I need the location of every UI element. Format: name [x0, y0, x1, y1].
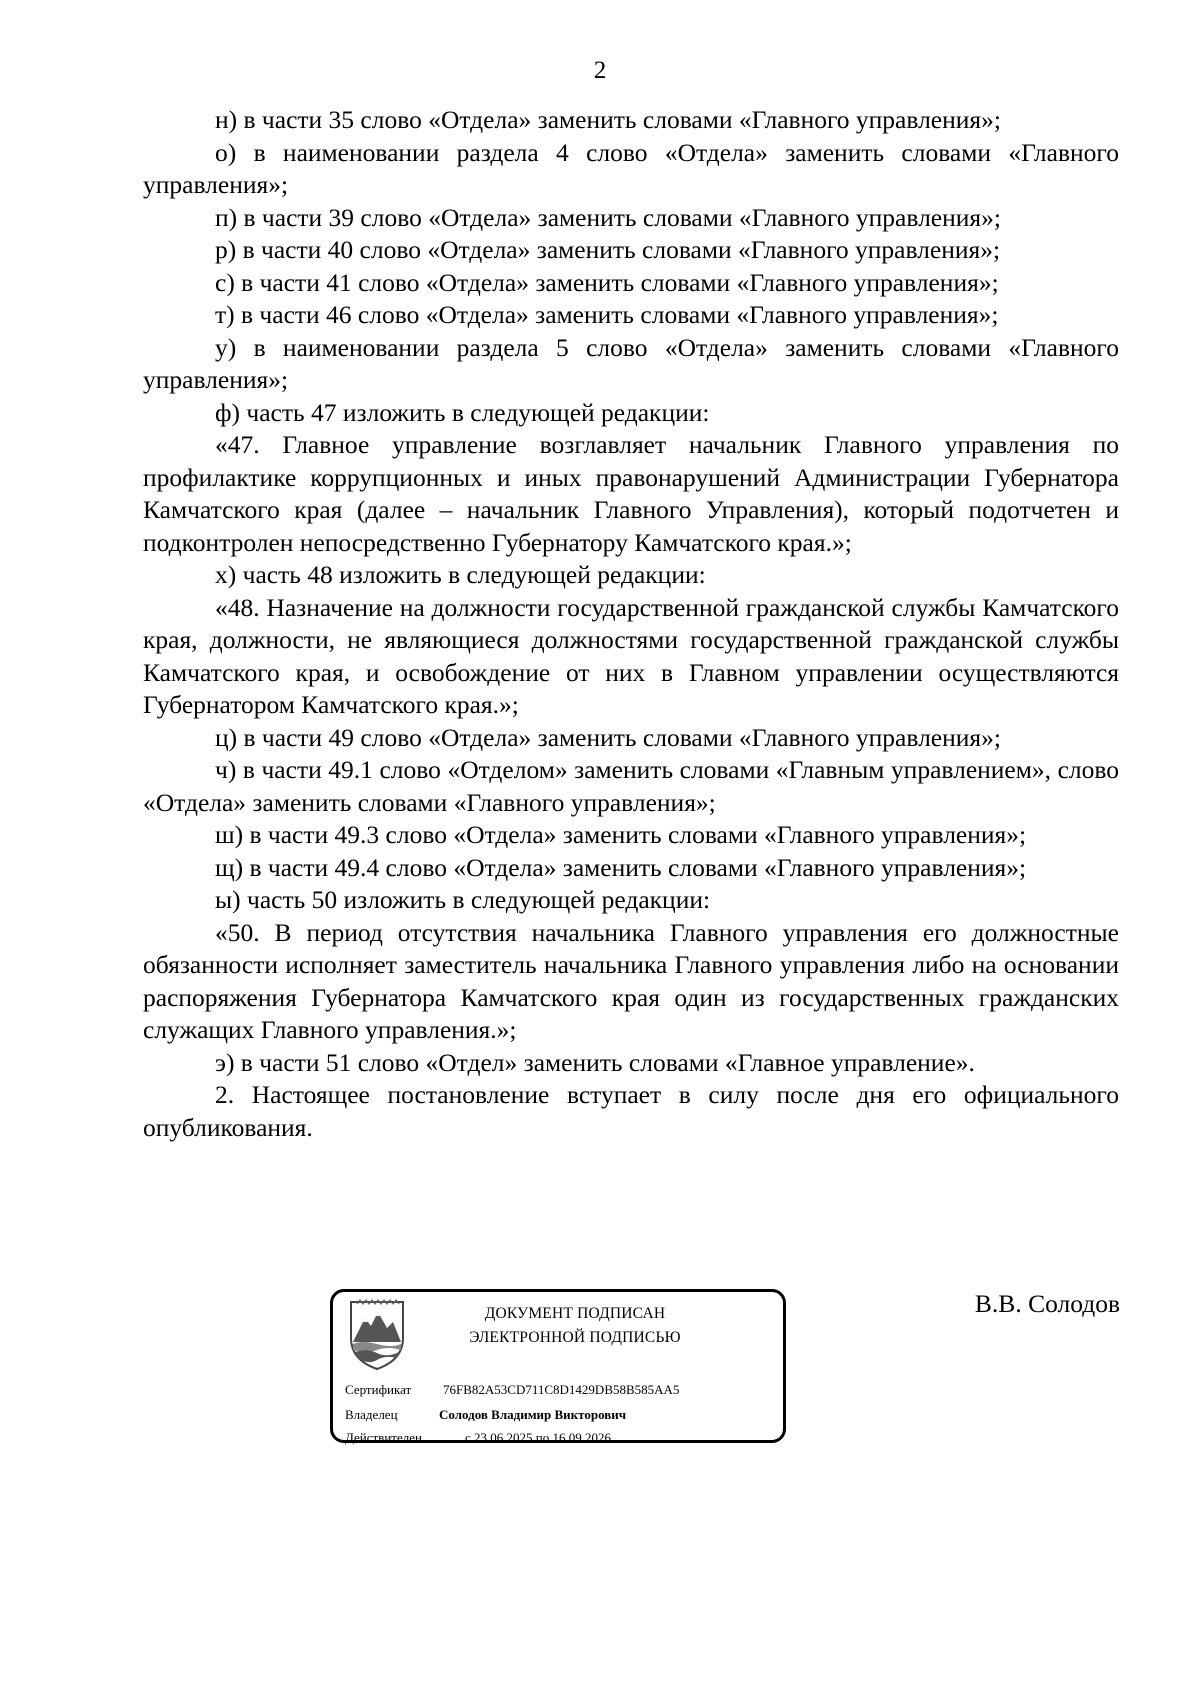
paragraph-2: 2. Настоящее постановление вступает в силу после дня его официального опубликования. [143, 1080, 1119, 1142]
paragraph-y: ы) часть 50 изложить в следующей редакции: [215, 885, 711, 914]
certificate-value: 76FB82A53CD711C8D1429DB58B585AA5 [443, 1382, 680, 1397]
certificate-label: Сертификат [345, 1382, 412, 1397]
owner-label: Владелец [345, 1407, 398, 1422]
paragraph-shch: щ) в части 49.4 слово «Отдела» заменить словами «Главного управления»; [215, 852, 1027, 882]
owner-value: Солодов Владимир Викторович [439, 1407, 627, 1422]
paragraph-e: э) в части 51 слово «Отдел» заменить словами «Главное управление». [215, 1047, 975, 1077]
validity-label: Действителен [345, 1430, 422, 1445]
paragraph-50: «50. В период отсутствия начальника Главного управления его должностные обязанности исполняет заместитель начальника Главного управления либо на основании распоряжения Губернатора Камчатского края один из государственных гражданских служащих Главного управления.»; [143, 917, 1119, 1044]
stamp-title-line-2: ЭЛЕКТРОННОЙ ПОДПИСЬЮ [469, 1329, 681, 1346]
paragraph-48: «48. Назначение на должности государственной гражданской службы Камчатского края, должности, не являющиеся должностями государственной гражданской службы Камчатского края, и освобождение от них в Главном управлении осуществляются Губернатором Камчатского края.»; [143, 592, 1119, 719]
stamp-title-line-1: ДОКУМЕНТ ПОДПИСАН [484, 1305, 666, 1322]
paragraph-t: т) в части 46 слово «Отдела» заменить словами «Главного управления»; [215, 300, 999, 329]
validity-value: с 23.06.2025 по 16.09.2026 [465, 1430, 611, 1445]
signer-name: В.В. Солодов [974, 1289, 1120, 1318]
paragraph-47: «47. Главное управление возглавляет начальник Главного управления по профилактике коррупционных и иных правонарушений Администрации Губернатора Камчатского края (далее – начальник Главного Управления), который подотчетен и подконтролен непосредственно Губернатору Камчатского края.»; [143, 430, 1119, 557]
stamp-title [425, 1302, 725, 1350]
paragraph-f: ф) часть 47 изложить в следующей редакции: [215, 397, 710, 427]
validity-row [345, 1430, 611, 1446]
kamchatka-coat-of-arms-icon [347, 1298, 407, 1372]
certificate-row [345, 1382, 679, 1398]
owner-row [345, 1407, 626, 1423]
paragraph-ts: ц) в части 49 слово «Отдела» заменить словами «Главного управления»; [215, 722, 1001, 752]
paragraph-ch: ч) в части 49.1 слово «Отделом» заменить словами «Главным управлением», слово «Отдела» заменить словами «Главного управления»; [143, 755, 1119, 817]
paragraph-kh: х) часть 48 изложить в следующей редакции: [215, 560, 706, 589]
paragraph-n: н) в части 35 слово «Отдела» заменить словами «Главного управления»; [215, 105, 1001, 134]
paragraph-o: о) в наименовании раздела 4 слово «Отдела» заменить словами «Главного управления»; [143, 137, 1119, 199]
electronic-signature-stamp [330, 1289, 786, 1443]
paragraph-r: р) в части 40 слово «Отдела» заменить словами «Главного управления»; [215, 235, 1001, 264]
document-body [143, 104, 1119, 1144]
paragraph-s: с) в части 41 слово «Отдела» заменить словами «Главного управления»; [215, 267, 999, 297]
paragraph-sh: ш) в части 49.3 слово «Отдела» заменить словами «Главного управления»; [215, 820, 1027, 849]
paragraph-p: п) в части 39 слово «Отдела» заменить словами «Главного управления»; [215, 202, 1001, 232]
page-number: 2 [593, 57, 607, 84]
paragraph-u: у) в наименовании раздела 5 слово «Отдела» заменить словами «Главного управления»; [143, 332, 1119, 394]
